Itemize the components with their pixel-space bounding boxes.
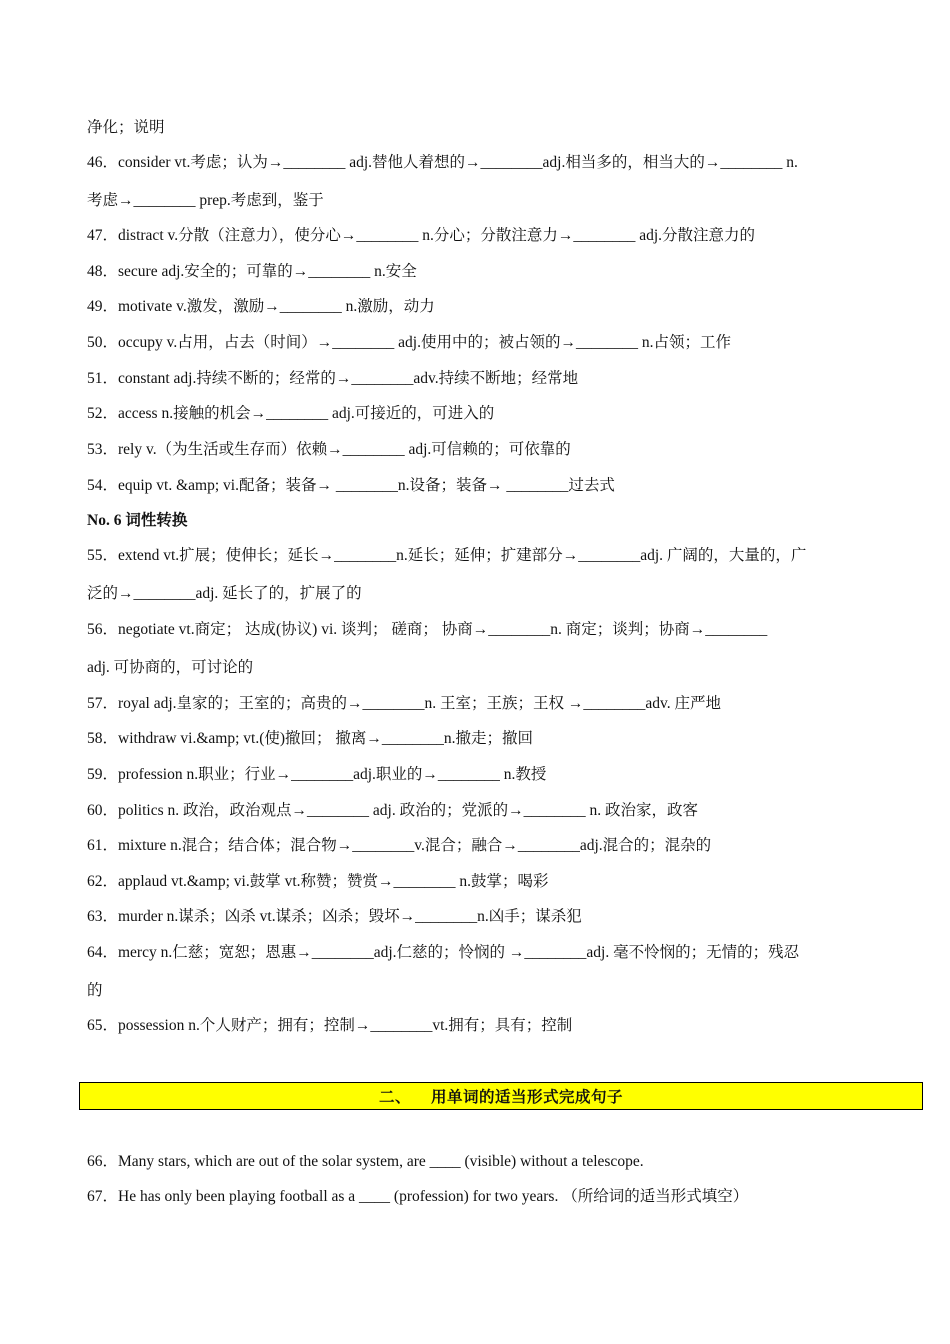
text-line: 考虑→________ prep.考虑到，鉴于 — [87, 192, 324, 209]
text-line: 64．mercy n.仁慈；宽恕；恩惠→________adj.仁慈的；怜悯的 →________adj. 毫不怜悯的；无情的；残忍 — [87, 944, 800, 961]
text-line: 58．withdraw vi.&amp; vt.(使)撤回； 撤离→________n.撤走；撤回 — [87, 730, 534, 747]
text-line: 60．politics n. 政治，政治观点→________ adj. 政治的；党派的→________ n. 政治家，政客 — [87, 802, 698, 819]
text-line: 49．motivate v.激发，激励→________ n.激励，动力 — [87, 298, 435, 315]
section-heading: No. 6 词性转换 — [87, 512, 188, 529]
text-line: 62．applaud vt.&amp; vi.鼓掌 vt.称赞；赞赏→________ n.鼓掌；喝彩 — [87, 873, 549, 890]
text-line: 54．equip vt. &amp; vi.配备；装备→ ________n.设备；装备→ ________过去式 — [87, 477, 615, 494]
text-line: 56．negotiate vt.商定； 达成(协议) vi. 谈判； 磋商； 协商→________n. 商定；谈判；协商→________ — [87, 621, 768, 638]
section-number: 二、 — [378, 1089, 411, 1106]
text-line: 泛的→________adj. 延长了的，扩展了的 — [87, 585, 362, 602]
text-line: 55．extend vt.扩展；使伸长；延长→________n.延长；延伸；扩建部分→________adj. 广阔的，大量的，广 — [87, 547, 807, 564]
text-line: 53．rely v.（为生活或生存而）依赖→________ adj.可信赖的；可依靠的 — [87, 441, 571, 458]
text-line: 51．constant adj.持续不断的；经常的→________adv.持续不断地；经常地 — [87, 370, 579, 387]
exercise-sentence: 67．He has only been playing football as a ____ (profession) for two years. （所给词的适当形式填空） — [87, 1188, 749, 1205]
text-line: adj. 可协商的，可讨论的 — [87, 659, 254, 676]
text-line: 57．royal adj.皇家的；王室的；高贵的→________n. 王室；王族；王权 →________adv. 庄严地 — [87, 695, 722, 712]
text-line: 52．access n.接触的机会→________ adj.可接近的，可进入的 — [87, 405, 495, 422]
text-line: 47．distract v.分散（注意力），使分心→________ n.分心；分散注意力→________ adj.分散注意力的 — [87, 227, 756, 244]
text-line: 61．mixture n.混合；结合体；混合物→________v.混合；融合→________adj.混合的；混杂的 — [87, 837, 712, 854]
text-line: 59．profession n.职业；行业→________adj.职业的→________ n.教授 — [87, 766, 547, 783]
text-line: 的 — [87, 982, 103, 999]
text-line: 63．murder n.谋杀；凶杀 vt.谋杀；凶杀；毁坏→________n.凶手；谋杀犯 — [87, 908, 582, 925]
text-line: 50．occupy v.占用，占去（时间）→________ adj.使用中的；被占领的→________ n.占领；工作 — [87, 334, 731, 351]
text-line: 46．consider vt.考虑；认为→________ adj.替他人着想的→________adj.相当多的，相当大的→________ n. — [87, 154, 798, 171]
text-line: 48．secure adj.安全的；可靠的→________ n.安全 — [87, 263, 417, 280]
text-line: 65．possession n.个人财产；拥有；控制→________vt.拥有；具有；控制 — [87, 1017, 573, 1034]
exercise-sentence: 66．Many stars, which are out of the solar system, are ____ (visible) without a telescope. — [87, 1153, 644, 1170]
section-banner — [79, 1082, 923, 1110]
text-line: 净化；说明 — [87, 119, 165, 136]
section-title: 用单词的适当形式完成句子 — [431, 1089, 624, 1106]
